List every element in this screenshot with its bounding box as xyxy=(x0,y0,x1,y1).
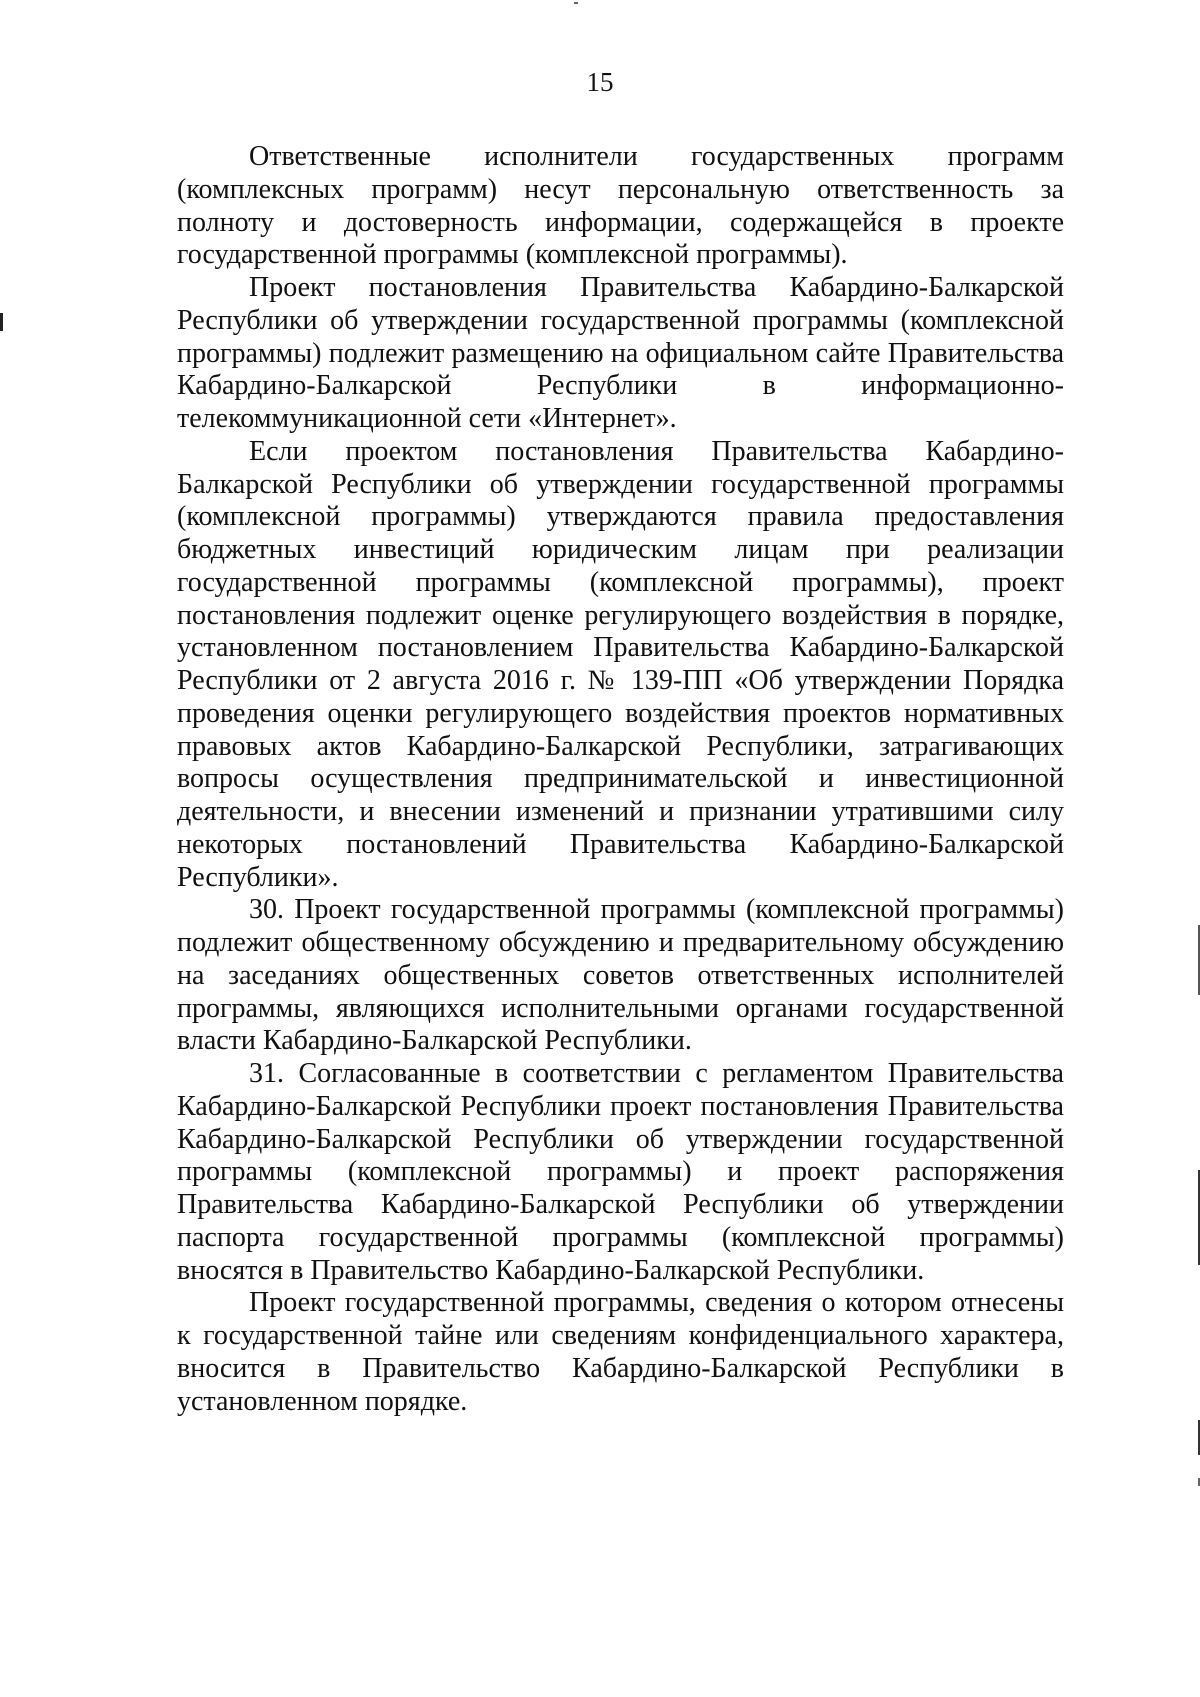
paragraph-responsibility: Ответственные исполнители государственных программ (комплексных программ) несут персональную ответственность за полноту и достоверность информации, содержащейся в проекте государственной программы (комплексной программы). xyxy=(177,141,1064,271)
scan-artifact-top xyxy=(574,2,578,4)
paragraph-publication: Проект постановления Правительства Кабардино-Балкарской Республики об утверждении государственной программы (комплексной программы) подлежит размещению на официальном сайте Правительства Кабардино-Балкарской Республики в информационно-телекоммуникационной сети «Интернет». xyxy=(177,272,1064,434)
paragraph-regulatory-assessment: Если проектом постановления Правительства Кабардино-Балкарской Республики об утверждении государственной программы (комплексной программы) утверждаются правила предоставления бюджетных инвестиций юридическим лицам при реализации государственной программы (комплексной программы), проект постановления подлежит оценке регулирующего воздействия в порядке, установленном постановлением Правительства Кабардино-Балкарской Республики от 2 августа 2016 г. № 139-ПП «Об утверждении Порядка проведения оценки регулирующего воздействия проектов нормативных правовых актов Кабардино-Балкарской Республики, затрагивающих вопросы осуществления предпринимательской и инвестиционной деятельности, и внесении изменений и признании утратившими силу некоторых постановлений Правительства Кабардино-Балкарской Республики». xyxy=(177,435,1064,893)
paragraph-31-submission: 31. Согласованные в соответствии с регламентом Правительства Кабардино-Балкарской Республики проект постановления Правительства Кабардино-Балкарской Республики об утверждении государственной программы (комплексной программы) и проект распоряжения Правительства Кабардино-Балкарской Республики об утверждении паспорта государственной программы (комплексной программы) вносятся в Правительство Кабардино-Балкарской Республики. xyxy=(177,1058,1064,1286)
scan-artifact-left xyxy=(0,313,3,331)
paragraph-30-public-discussion: 30. Проект государственной программы (комплексной программы) подлежит общественному обсуждению и предварительному обсуждению на заседаниях общественных советов ответственных исполнителей программы, являющихся исполнительными органами государственной власти Кабардино-Балкарской Республики. xyxy=(177,894,1064,1057)
document-body xyxy=(177,141,1064,1418)
paragraph-classified-submission: Проект государственной программы, сведения о котором отнесены к государственной тайне или сведениям конфиденциального характера, вносится в Правительство Кабардино-Балкарской Республики в установленном порядке. xyxy=(177,1287,1064,1417)
page-number: 15 xyxy=(586,67,614,97)
